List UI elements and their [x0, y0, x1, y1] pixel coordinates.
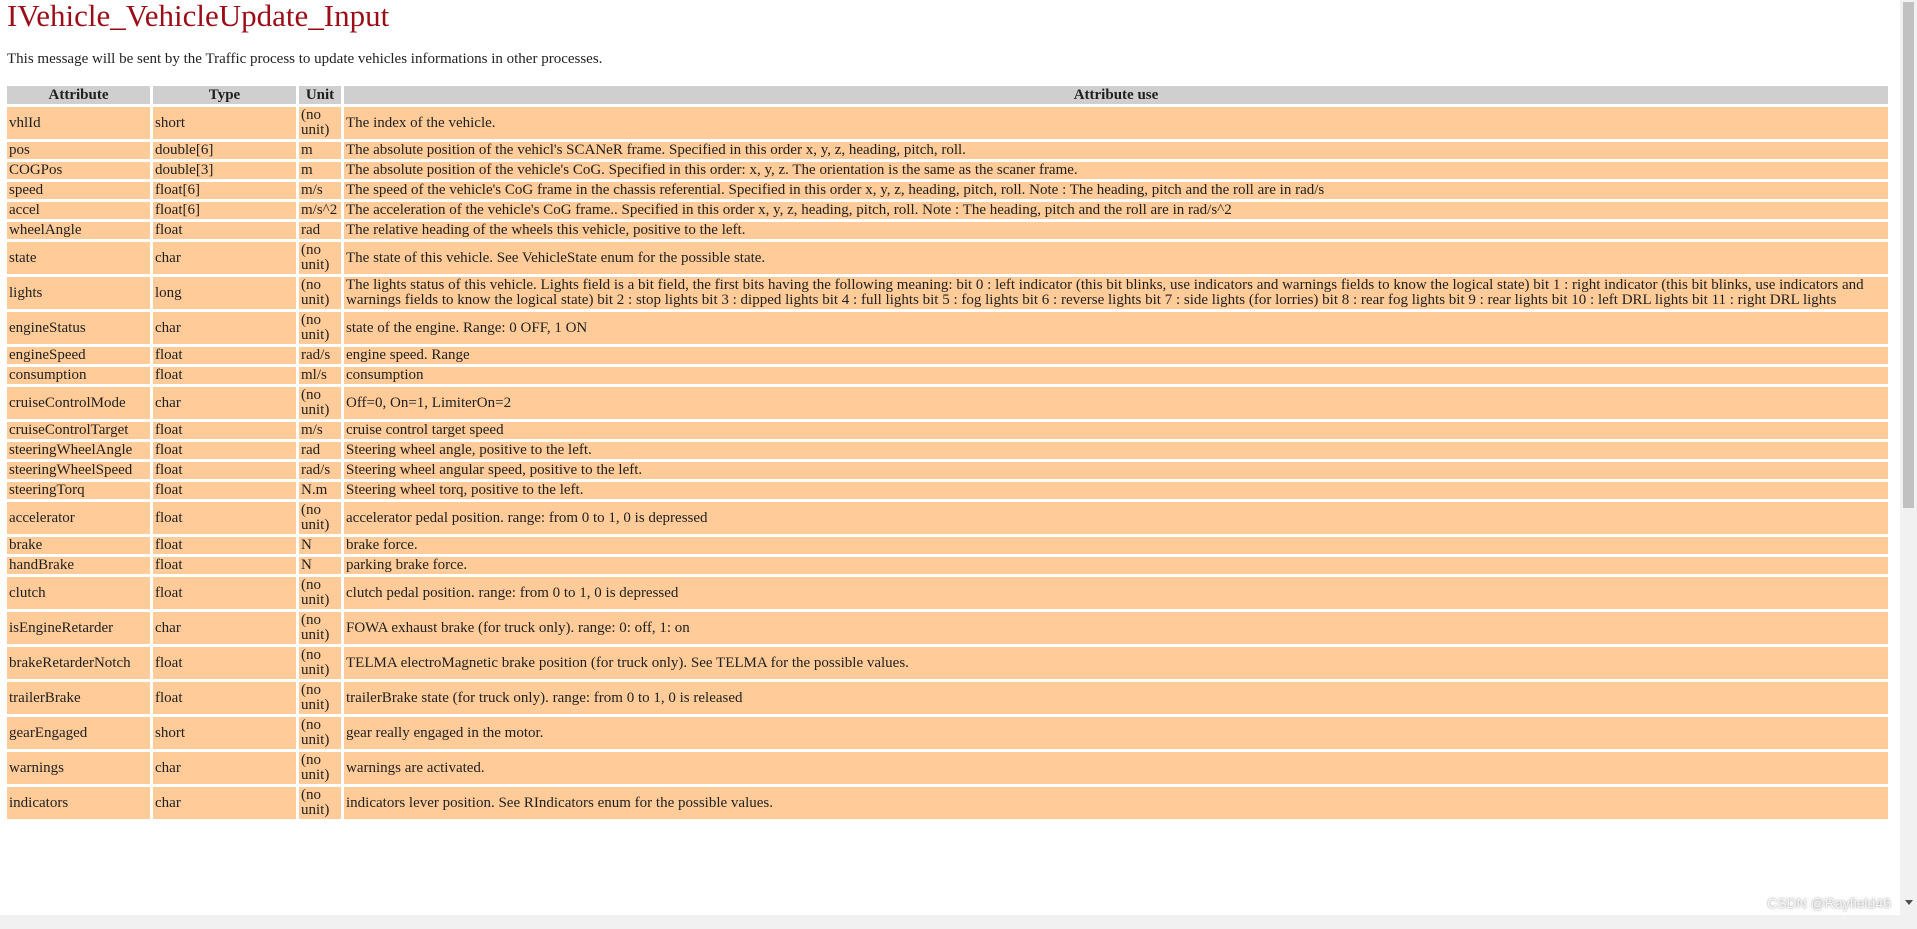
cell-unit: (no unit): [299, 682, 341, 714]
cell-unit: ml/s: [299, 367, 341, 384]
cell-type: char: [153, 752, 296, 784]
cell-attribute-use: The lights status of this vehicle. Lights field is a bit field, the first bits having the following meaning: bit 0 : left indicator (this bit blinks, use indicators and warnings fields to know the logical state) bit 1 : right indicator (this bit blinks, use indicators and warnings fields to know the logical state) bit 2 : stop lights bit 3 : dipped lights bit 4 : full lights bit 5 : fog lights bit 6 : reverse lights bit 7 : side lights (for lorries) bit 8 : rear fog lights bit 9 : rear lights bit 10 : left DRL lights bit 11 : right DRL lights: [344, 277, 1888, 309]
table-row: [7, 277, 1888, 309]
cell-unit: (no unit): [299, 277, 341, 309]
cell-attribute: warnings: [7, 752, 150, 784]
cell-type: char: [153, 312, 296, 344]
cell-unit: (no unit): [299, 242, 341, 274]
cell-type: double[3]: [153, 162, 296, 179]
table-row: [7, 482, 1888, 499]
cell-attribute: handBrake: [7, 557, 150, 574]
cell-attribute: speed: [7, 182, 150, 199]
cell-type: float[6]: [153, 202, 296, 219]
cell-attribute: brake: [7, 537, 150, 554]
cell-attribute-use: indicators lever position. See RIndicators enum for the possible values.: [344, 787, 1888, 819]
cell-type: float: [153, 222, 296, 239]
cell-attribute: indicators: [7, 787, 150, 819]
cell-unit: (no unit): [299, 787, 341, 819]
cell-unit: m/s: [299, 422, 341, 439]
cell-attribute: consumption: [7, 367, 150, 384]
cell-type: float: [153, 557, 296, 574]
cell-attribute-use: The index of the vehicle.: [344, 107, 1888, 139]
cell-attribute: trailerBrake: [7, 682, 150, 714]
cell-type: float: [153, 682, 296, 714]
cell-attribute-use: Off=0, On=1, LimiterOn=2: [344, 387, 1888, 419]
cell-type: float: [153, 422, 296, 439]
table-row: [7, 387, 1888, 419]
cell-unit: (no unit): [299, 387, 341, 419]
cell-attribute: accel: [7, 202, 150, 219]
cell-attribute-use: TELMA electroMagnetic brake position (for truck only). See TELMA for the possible values.: [344, 647, 1888, 679]
cell-unit: rad: [299, 442, 341, 459]
cell-attribute-use: The relative heading of the wheels this vehicle, positive to the left.: [344, 222, 1888, 239]
page-title: IVehicle_VehicleUpdate_Input: [7, 0, 390, 33]
vertical-scrollbar-thumb[interactable]: [1903, 2, 1914, 508]
cell-attribute: clutch: [7, 577, 150, 609]
cell-attribute: steeringWheelAngle: [7, 442, 150, 459]
cell-attribute-use: clutch pedal position. range: from 0 to 1, 0 is depressed: [344, 577, 1888, 609]
cell-type: char: [153, 387, 296, 419]
cell-type: long: [153, 277, 296, 309]
cell-attribute: steeringWheelSpeed: [7, 462, 150, 479]
header-attribute: Attribute: [7, 86, 150, 104]
cell-unit: m/s: [299, 182, 341, 199]
table-row: [7, 242, 1888, 274]
cell-attribute: brakeRetarderNotch: [7, 647, 150, 679]
cell-type: float: [153, 502, 296, 534]
cell-attribute-use: brake force.: [344, 537, 1888, 554]
cell-unit: N: [299, 557, 341, 574]
table-body: [7, 107, 1888, 819]
cell-attribute-use: engine speed. Range: [344, 347, 1888, 364]
cell-attribute-use: The acceleration of the vehicle's CoG frame.. Specified in this order x, y, z, heading, pitch, roll. Note : The heading, pitch and the roll are in rad/s^2: [344, 202, 1888, 219]
cell-attribute-use: trailerBrake state (for truck only). range: from 0 to 1, 0 is released: [344, 682, 1888, 714]
watermark: CSDN @Rayfield46: [1767, 895, 1891, 911]
cell-type: float: [153, 442, 296, 459]
table-row: [7, 162, 1888, 179]
table-row: [7, 347, 1888, 364]
cell-attribute: steeringTorq: [7, 482, 150, 499]
cell-unit: (no unit): [299, 312, 341, 344]
header-attribute-use: Attribute use: [344, 86, 1888, 104]
table-row: [7, 647, 1888, 679]
cell-type: float[6]: [153, 182, 296, 199]
table-row: [7, 717, 1888, 749]
table-row: [7, 422, 1888, 439]
cell-attribute: engineSpeed: [7, 347, 150, 364]
cell-attribute-use: Steering wheel angle, positive to the left.: [344, 442, 1888, 459]
cell-type: float: [153, 647, 296, 679]
cell-unit: rad/s: [299, 462, 341, 479]
table-row: [7, 182, 1888, 199]
scroll-down-arrow-icon[interactable]: [1905, 900, 1913, 905]
table-row: [7, 312, 1888, 344]
cell-attribute-use: The speed of the vehicle's CoG frame in the chassis referential. Specified in this order x, y, z, heading, pitch, roll. Note : The heading, pitch and the roll are in rad/s: [344, 182, 1888, 199]
table-row: [7, 682, 1888, 714]
cell-attribute-use: warnings are activated.: [344, 752, 1888, 784]
cell-attribute-use: The absolute position of the vehicl's SCANeR frame. Specified in this order x, y, z, heading, pitch, roll.: [344, 142, 1888, 159]
cell-type: float: [153, 482, 296, 499]
cell-attribute-use: gear really engaged in the motor.: [344, 717, 1888, 749]
cell-attribute: accelerator: [7, 502, 150, 534]
vertical-scrollbar[interactable]: [1900, 0, 1917, 929]
cell-attribute-use: parking brake force.: [344, 557, 1888, 574]
cell-attribute-use: FOWA exhaust brake (for truck only). range: 0: off, 1: on: [344, 612, 1888, 644]
cell-attribute: pos: [7, 142, 150, 159]
cell-type: float: [153, 537, 296, 554]
cell-type: short: [153, 107, 296, 139]
table-row: [7, 442, 1888, 459]
header-unit: Unit: [299, 86, 341, 104]
cell-type: char: [153, 242, 296, 274]
cell-unit: m: [299, 142, 341, 159]
cell-type: double[6]: [153, 142, 296, 159]
cell-unit: (no unit): [299, 752, 341, 784]
table-row: [7, 222, 1888, 239]
cell-attribute: isEngineRetarder: [7, 612, 150, 644]
cell-attribute: gearEngaged: [7, 717, 150, 749]
table-row: [7, 142, 1888, 159]
table-row: [7, 787, 1888, 819]
cell-unit: (no unit): [299, 647, 341, 679]
cell-attribute-use: accelerator pedal position. range: from 0 to 1, 0 is depressed: [344, 502, 1888, 534]
cell-attribute: vhlId: [7, 107, 150, 139]
cell-attribute-use: The state of this vehicle. See VehicleState enum for the possible state.: [344, 242, 1888, 274]
cell-type: char: [153, 787, 296, 819]
table-row: [7, 752, 1888, 784]
table-row: [7, 462, 1888, 479]
table-header-row: [7, 86, 1888, 104]
cell-unit: m: [299, 162, 341, 179]
cell-attribute: cruiseControlTarget: [7, 422, 150, 439]
cell-unit: rad: [299, 222, 341, 239]
cell-unit: (no unit): [299, 717, 341, 749]
cell-unit: N: [299, 537, 341, 554]
cell-type: float: [153, 462, 296, 479]
cell-attribute-use: Steering wheel angular speed, positive to the left.: [344, 462, 1888, 479]
table-row: [7, 502, 1888, 534]
table-row: [7, 612, 1888, 644]
cell-unit: (no unit): [299, 502, 341, 534]
cell-attribute-use: cruise control target speed: [344, 422, 1888, 439]
table-row: [7, 107, 1888, 139]
cell-attribute: state: [7, 242, 150, 274]
table-row: [7, 367, 1888, 384]
table-row: [7, 557, 1888, 574]
cell-attribute-use: Steering wheel torq, positive to the left.: [344, 482, 1888, 499]
table-row: [7, 537, 1888, 554]
cell-type: float: [153, 347, 296, 364]
table-row: [7, 202, 1888, 219]
cell-unit: (no unit): [299, 107, 341, 139]
cell-unit: rad/s: [299, 347, 341, 364]
table-row: [7, 577, 1888, 609]
cell-type: float: [153, 367, 296, 384]
cell-unit: (no unit): [299, 577, 341, 609]
cell-attribute-use: state of the engine. Range: 0 OFF, 1 ON: [344, 312, 1888, 344]
cell-type: float: [153, 577, 296, 609]
cell-unit: N.m: [299, 482, 341, 499]
horizontal-scrollbar[interactable]: [0, 915, 1900, 929]
cell-type: short: [153, 717, 296, 749]
header-type: Type: [153, 86, 296, 104]
cell-type: char: [153, 612, 296, 644]
cell-attribute: engineStatus: [7, 312, 150, 344]
cell-attribute: lights: [7, 277, 150, 309]
cell-attribute-use: consumption: [344, 367, 1888, 384]
attributes-table: [4, 83, 1891, 822]
cell-attribute: COGPos: [7, 162, 150, 179]
cell-unit: m/s^2: [299, 202, 341, 219]
page-description: This message will be sent by the Traffic process to update vehicles informations in other processes.: [7, 51, 603, 67]
cell-attribute: wheelAngle: [7, 222, 150, 239]
cell-attribute: cruiseControlMode: [7, 387, 150, 419]
cell-unit: (no unit): [299, 612, 341, 644]
cell-attribute-use: The absolute position of the vehicle's CoG. Specified in this order: x, y, z. The orientation is the same as the scaner frame.: [344, 162, 1888, 179]
